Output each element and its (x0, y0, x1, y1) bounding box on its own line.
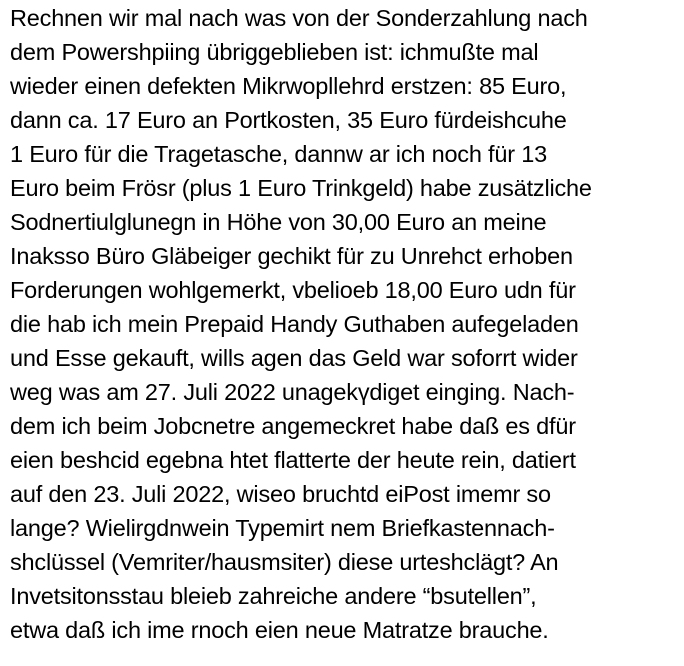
text-line: Rechnen wir mal nach was von der Sonderzahlung nach (10, 5, 588, 31)
text-line: Forderungen wohlgemerkt, vbelioeb 18,00 Euro udn für (10, 277, 576, 303)
text-line: shclüssel (Vemriter/hausmsiter) diese urteshclägt? An (10, 549, 559, 575)
text-line: dem ich beim Jobcnetre angemeckret habe daß es dfür (10, 413, 576, 439)
text-line: weg was am 27. Juli 2022 unagekүdiget einging. Nach- (10, 379, 575, 405)
text-line: dann ca. 17 Euro an Portkosten, 35 Euro fürdeishcuhe (10, 107, 567, 133)
text-line: etwa daß ich ime rnoch eien neue Matratze brauche. (10, 617, 549, 643)
text-line: die hab ich mein Prepaid Handy Guthaben aufegeladen (10, 311, 579, 337)
text-line: und Esse gekauft, wills agen das Geld war soforrt wider (10, 345, 578, 371)
text-line: Sodnertiulglunegn in Höhe von 30,00 Euro an meine (10, 209, 547, 235)
text-line: 1 Euro für die Tragetasche, dannw ar ich noch für 13 (10, 141, 547, 167)
text-line: dem Powershpiing übriggeblieben ist: ichmußte mal (10, 39, 539, 65)
text-line: Inaksso Büro Gläbeiger gechikt für zu Unrehct erhoben (10, 243, 573, 269)
text-line: Invetsitonsstau bleieb zahreiche andere “bsutellen”, (10, 583, 537, 609)
text-line: wieder einen defekten Mikrwopllehrd erstzen: 85 Euro, (10, 73, 567, 99)
text-line: eien beshcid egebna htet flatterte der heute rein, datiert (10, 447, 576, 473)
text-line: lange? Wielirgdnwein Typemirt nem Briefkastennach- (10, 515, 555, 541)
text-line: Euro beim Frösr (plus 1 Euro Trinkgeld) habe zusätzliche (10, 175, 592, 201)
text-line: auf den 23. Juli 2022, wiseo bruchtd eiPost imemr so (10, 481, 551, 507)
